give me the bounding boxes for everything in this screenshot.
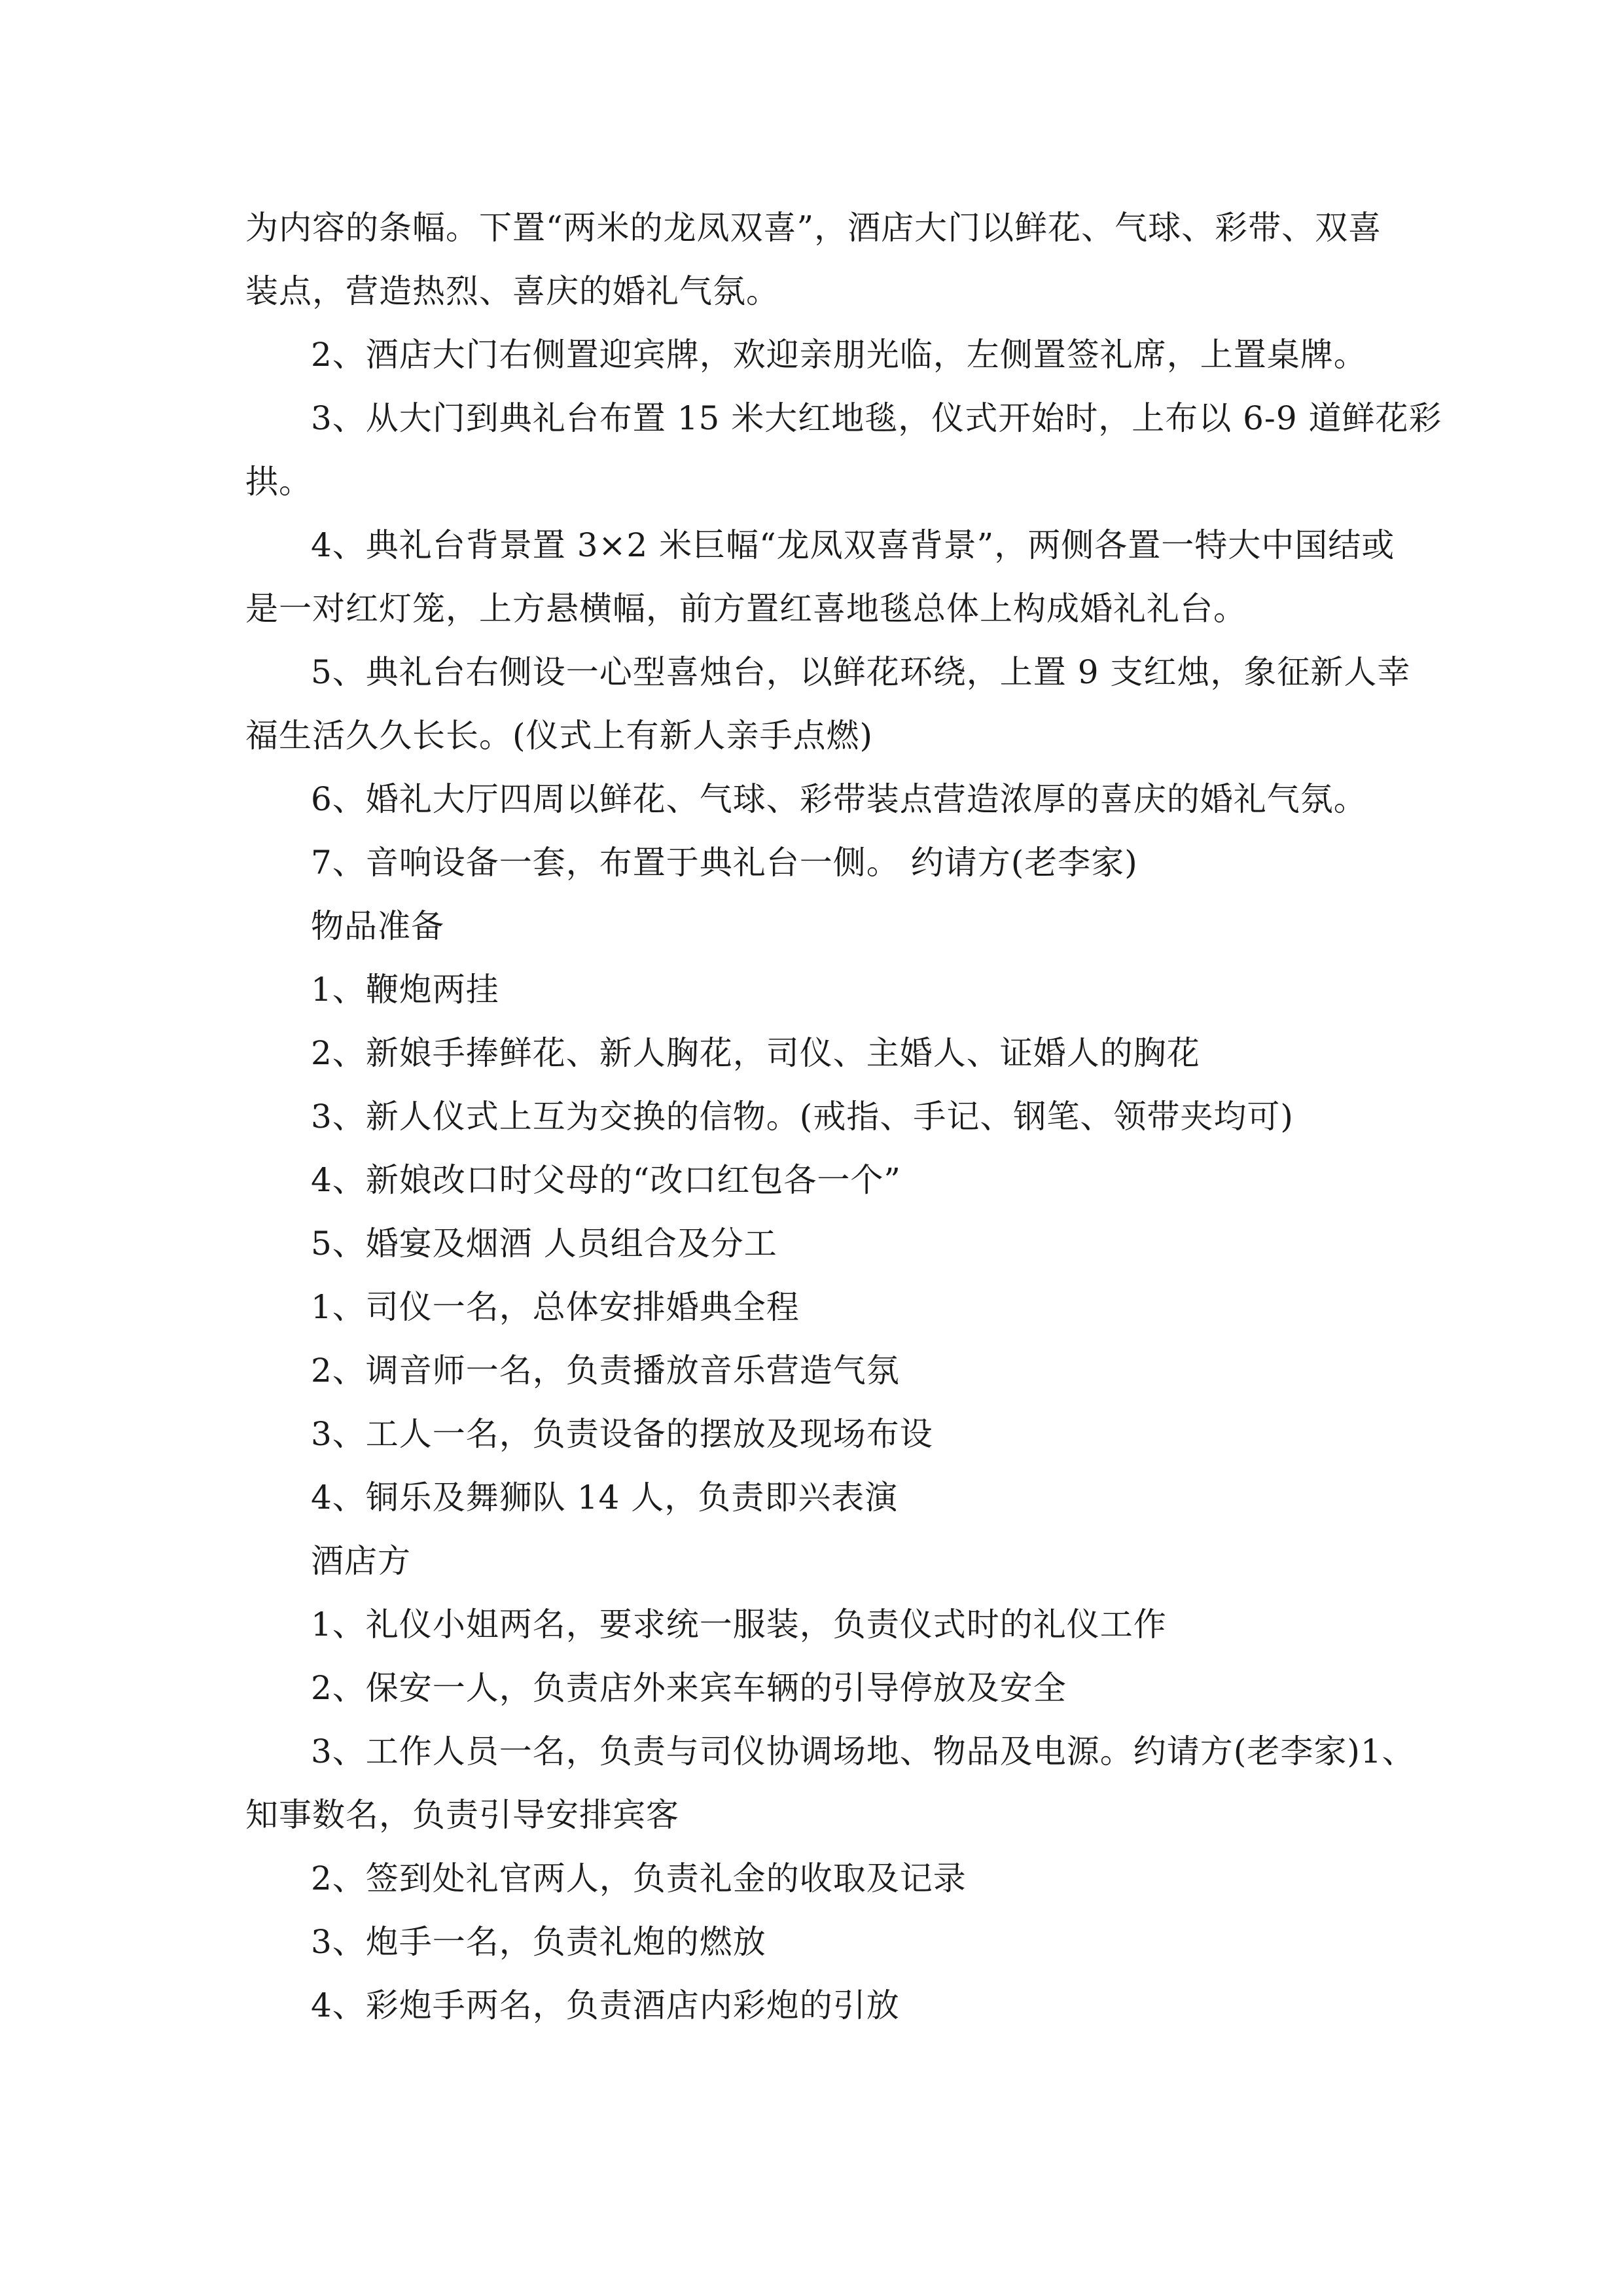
paragraph-line: 5、典礼台右侧设一心型喜烛台，以鲜花环绕，上置 9 支红烛，象征新人幸 — [311, 653, 1411, 691]
paragraph-line: 4、典礼台背景置 3×2 米巨幅“龙凤双喜背景”，两侧各置一特大中国结或 — [311, 526, 1395, 564]
paragraph-line: 装点，营造热烈、喜庆的婚礼气氛。 — [245, 272, 779, 310]
paragraph-line: 为内容的条幅。下置“两米的龙凤双喜”，酒店大门以鲜花、气球、彩带、双喜 — [245, 209, 1382, 247]
paragraph-line: 6、婚礼大厅四周以鲜花、气球、彩带装点营造浓厚的喜庆的婚礼气氛。 — [311, 780, 1367, 818]
list-item: 2、调音师一名，负责播放音乐营造气氛 — [311, 1352, 900, 1390]
document-body — [245, 196, 1442, 2037]
paragraph-line: 知事数名，负责引导安排宾客 — [245, 1796, 679, 1834]
list-item: 5、婚宴及烟酒 人员组合及分工 — [311, 1225, 777, 1263]
paragraph-line: 3、从大门到典礼台布置 15 米大红地毯，仪式开始时，上布以 6-9 道鲜花彩 — [311, 399, 1442, 437]
paragraph-line: 福生活久久长长。(仪式上有新人亲手点燃) — [245, 717, 874, 755]
paragraph-line: 拱。 — [245, 463, 312, 501]
list-item: 3、工人一名，负责设备的摆放及现场布设 — [311, 1415, 933, 1453]
list-item: 2、新娘手捧鲜花、新人胸花，司仪、主婚人、证婚人的胸花 — [311, 1034, 1200, 1072]
paragraph-line: 2、酒店大门右侧置迎宾牌，欢迎亲朋光临，左侧置签礼席，上置桌牌。 — [311, 336, 1367, 374]
list-item: 1、司仪一名，总体安排婚典全程 — [311, 1288, 800, 1326]
list-item: 4、新娘改口时父母的“改口红包各一个” — [311, 1161, 901, 1199]
list-item: 2、保安一人，负责店外来宾车辆的引导停放及安全 — [311, 1669, 1067, 1707]
list-item: 1、鞭炮两挂 — [311, 971, 499, 1009]
list-item: 3、新人仪式上互为交换的信物。(戒指、手记、钢笔、领带夹均可) — [311, 1098, 1294, 1136]
list-item: 4、铜乐及舞狮队 14 人，负责即兴表演 — [311, 1479, 899, 1516]
list-item: 1、礼仪小姐两名，要求统一服装，负责仪式时的礼仪工作 — [311, 1605, 1167, 1643]
list-item: 4、彩炮手两名，负责酒店内彩炮的引放 — [311, 1986, 900, 2024]
paragraph-line: 7、音响设备一套，布置于典礼台一侧。 约请方(老李家) — [311, 844, 1138, 882]
list-item: 2、签到处礼官两人，负责礼金的收取及记录 — [311, 1859, 967, 1897]
paragraph-line: 是一对红灯笼，上方悬横幅，前方置红喜地毯总体上构成婚礼礼台。 — [245, 590, 1247, 628]
section-heading: 酒店方 — [311, 1542, 411, 1580]
list-item: 3、炮手一名，负责礼炮的燃放 — [311, 1923, 766, 1961]
section-heading: 物品准备 — [311, 907, 444, 945]
list-item: 3、工作人员一名，负责与司仪协调场地、物品及电源。约请方(老李家)1、 — [311, 1732, 1416, 1770]
